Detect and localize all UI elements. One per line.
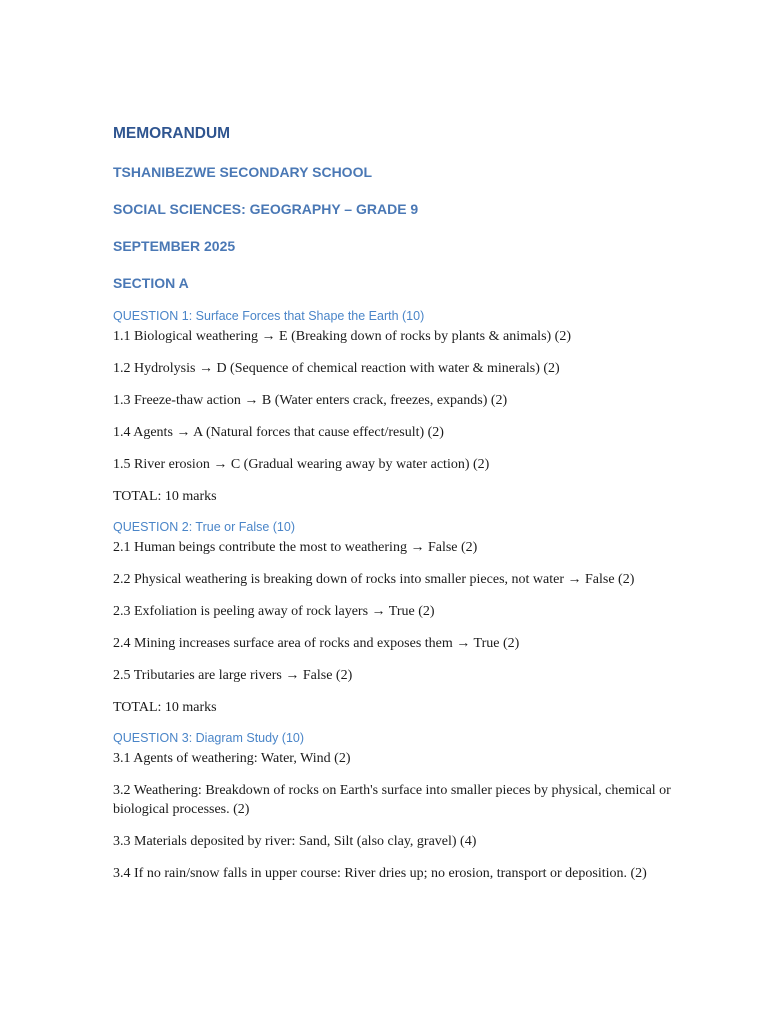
answer-item: 2.1 Human beings contribute the most to weathering → False (2) [113, 540, 478, 555]
answer-item: 3.3 Materials deposited by river: Sand, Silt (also clay, gravel) (4) [113, 834, 477, 849]
answer-item: 1.4 Agents → A (Natural forces that cause effect/result) (2) [113, 425, 444, 440]
answer-item: 1.5 River erosion → C (Gradual wearing away by water action) (2) [113, 457, 490, 472]
school-name: TSHANIBEZWE SECONDARY SCHOOL [113, 164, 373, 180]
answer-item: 3.2 Weathering: Breakdown of rocks on Earth's surface into smaller pieces by physical, chemical or biological processes. (2) [113, 783, 671, 817]
answer-item: 2.4 Mining increases surface area of rocks and exposes them → True (2) [113, 636, 520, 651]
memorandum-title: MEMORANDUM [113, 125, 231, 142]
question-3-block [113, 729, 673, 883]
subject-title: SOCIAL SCIENCES: GEOGRAPHY – GRADE 9 [113, 201, 419, 217]
question-3-title: QUESTION 3: Diagram Study (10) [113, 731, 305, 745]
answer-item: 2.2 Physical weathering is breaking down of rocks into smaller pieces, not water → False (2) [113, 572, 635, 587]
document-page [113, 124, 673, 896]
answer-item: 1.3 Freeze-thaw action → B (Water enters crack, freezes, expands) (2) [113, 393, 508, 408]
question-1-title: QUESTION 1: Surface Forces that Shape the Earth (10) [113, 309, 425, 323]
question-2-block [113, 518, 673, 717]
exam-date: SEPTEMBER 2025 [113, 238, 236, 254]
question-2-title: QUESTION 2: True or False (10) [113, 520, 295, 534]
answer-item: 2.3 Exfoliation is peeling away of rock layers → True (2) [113, 604, 435, 619]
answer-item: 3.4 If no rain/snow falls in upper course: River dries up; no erosion, transport or deposition. (2) [113, 866, 647, 881]
section-title: SECTION A [113, 275, 189, 291]
question-1-total: TOTAL: 10 marks [113, 489, 217, 504]
answer-item: 1.2 Hydrolysis → D (Sequence of chemical reaction with water & minerals) (2) [113, 361, 560, 376]
answer-item: 3.1 Agents of weathering: Water, Wind (2) [113, 751, 351, 766]
answer-item: 2.5 Tributaries are large rivers → False (2) [113, 668, 353, 683]
question-2-total: TOTAL: 10 marks [113, 700, 217, 715]
answer-item: 1.1 Biological weathering → E (Breaking down of rocks by plants & animals) (2) [113, 329, 572, 344]
question-1-block [113, 307, 673, 506]
